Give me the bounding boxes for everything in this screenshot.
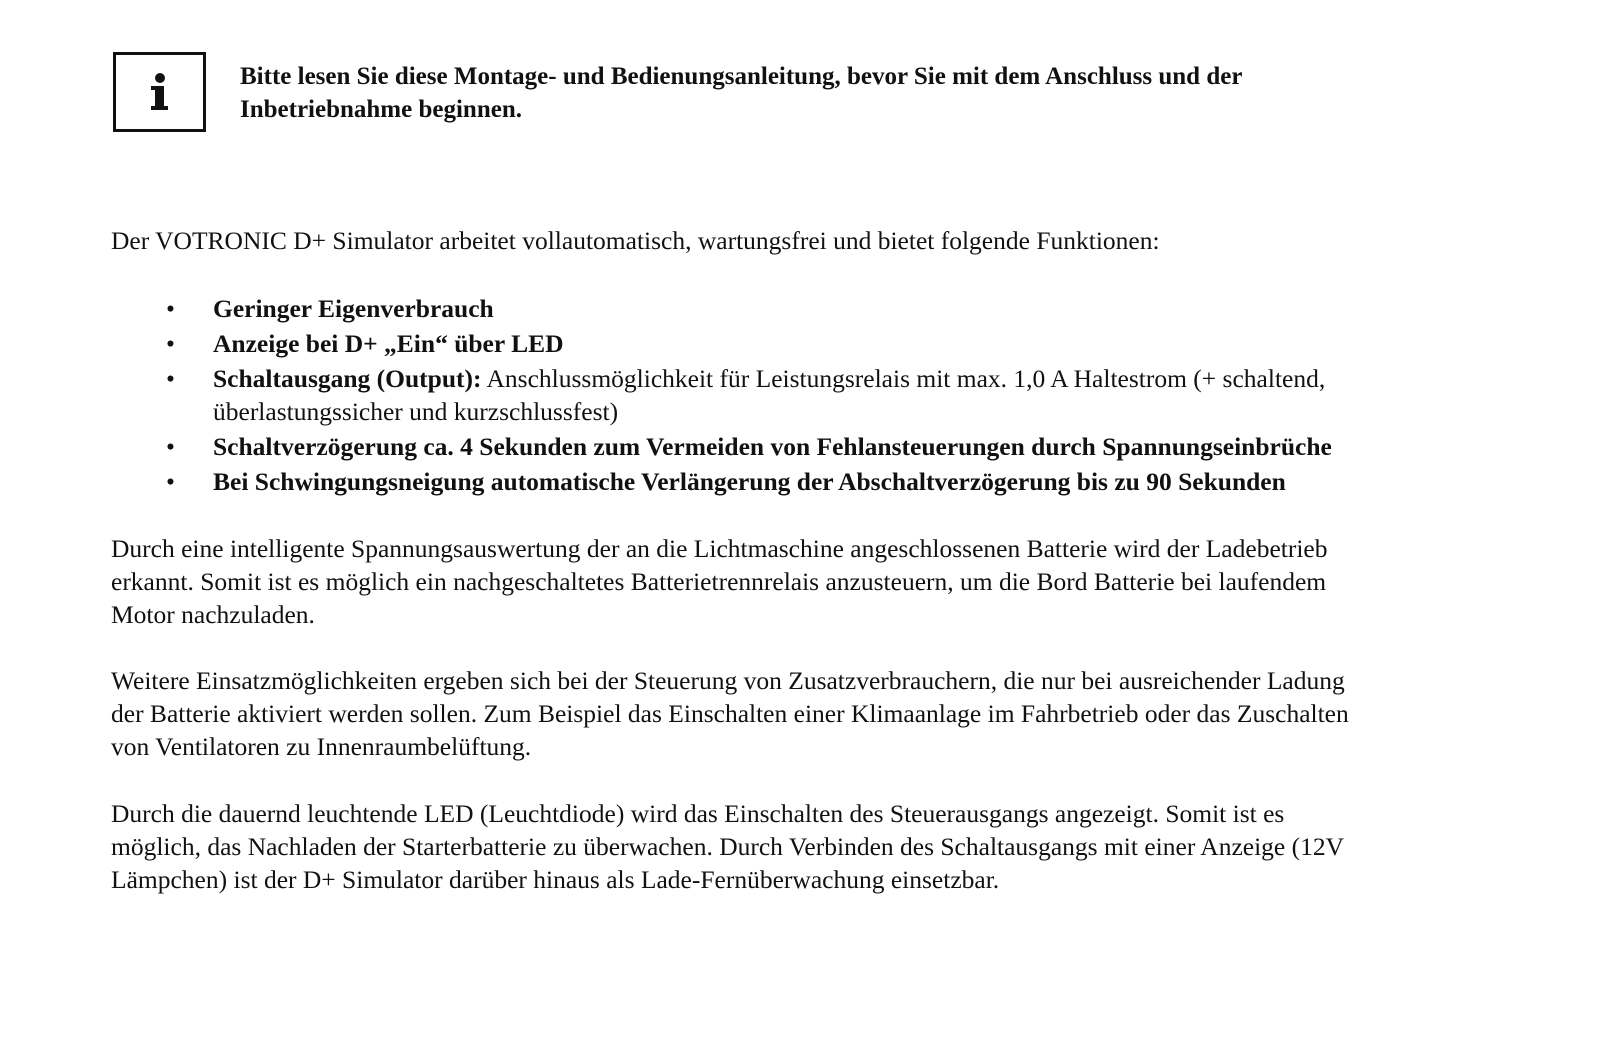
bullet-icon: • (166, 294, 175, 323)
paragraph-line: von Ventilatoren zu Innenraumbelüftung. (111, 732, 532, 761)
bullet-icon: • (166, 364, 175, 393)
feature-title: Bei Schwingungsneigung automatische Verlängerung der Abschaltverzögerung bis zu 90 Sekunden (213, 467, 1286, 496)
paragraph-line: Durch die dauernd leuchtende LED (Leuchtdiode) wird das Einschalten des Steuerausgangs angezeigt. Somit ist es (111, 799, 1285, 828)
paragraph-line: der Batterie aktiviert werden sollen. Zum Beispiel das Einschalten einer Klimaanlage im Fahrbetrieb oder das Zuschalten (111, 699, 1349, 728)
notice-line: Inbetriebnahme beginnen. (240, 96, 522, 123)
info-icon (148, 72, 172, 112)
feature-title: Anzeige bei D+ „Ein“ über LED (213, 329, 564, 358)
paragraph-charging-detection (111, 532, 1521, 631)
bullet-icon: • (166, 329, 175, 358)
info-notice-box (113, 52, 206, 132)
paragraph-line: Weitere Einsatzmöglichkeiten ergeben sich bei der Steuerung von Zusatzverbrauchern, die nur bei ausreichender Ladung (111, 666, 1345, 695)
feature-description: Anschlussmöglichkeit für Leistungsrelais mit max. 1,0 A Haltestrom (+ schaltend, überlastungssicher und kurzschlussfest) (213, 364, 1326, 426)
bullet-icon: • (166, 467, 175, 496)
feature-title: Geringer Eigenverbrauch (213, 294, 494, 323)
feature-title: Schaltverzögerung ca. 4 Sekunden zum Vermeiden von Fehlansteuerungen durch Spannungseinbrüche (213, 432, 1332, 461)
feature-item (111, 362, 1521, 428)
paragraph-line: Lämpchen) ist der D+ Simulator darüber hinaus als Lade-Fernüberwachung einsetzbar. (111, 865, 1000, 894)
bullet-icon: • (166, 432, 175, 461)
feature-item (111, 292, 1521, 325)
notice-line: Bitte lesen Sie diese Montage- und Bedienungsanleitung, bevor Sie mit dem Anschluss und der (240, 63, 1243, 90)
feature-item (111, 465, 1521, 498)
paragraph-line: erkannt. Somit ist es möglich ein nachgeschaltetes Batterietrennrelais anzusteuern, um die Bord Batterie bei laufendem (111, 567, 1327, 596)
paragraph-led-monitoring (111, 797, 1521, 896)
paragraph-line: Durch eine intelligente Spannungsauswertung der an die Lichtmaschine angeschlossenen Batterie wird der Ladebetrieb (111, 534, 1328, 563)
paragraph-line: möglich, das Nachladen der Starterbatterie zu überwachen. Durch Verbinden des Schaltausgangs mit einer Anzeige (12V (111, 832, 1345, 861)
feature-item (111, 327, 1521, 360)
paragraph-additional-uses (111, 664, 1521, 763)
paragraph-line: Motor nachzuladen. (111, 600, 315, 629)
feature-item (111, 430, 1521, 463)
notice-text (240, 60, 1480, 126)
feature-list (111, 292, 1521, 500)
feature-title: Schaltausgang (Output): (213, 364, 482, 393)
intro-text: Der VOTRONIC D+ Simulator arbeitet vollautomatisch, wartungsfrei und bietet folgende Funktionen: (111, 226, 1160, 255)
